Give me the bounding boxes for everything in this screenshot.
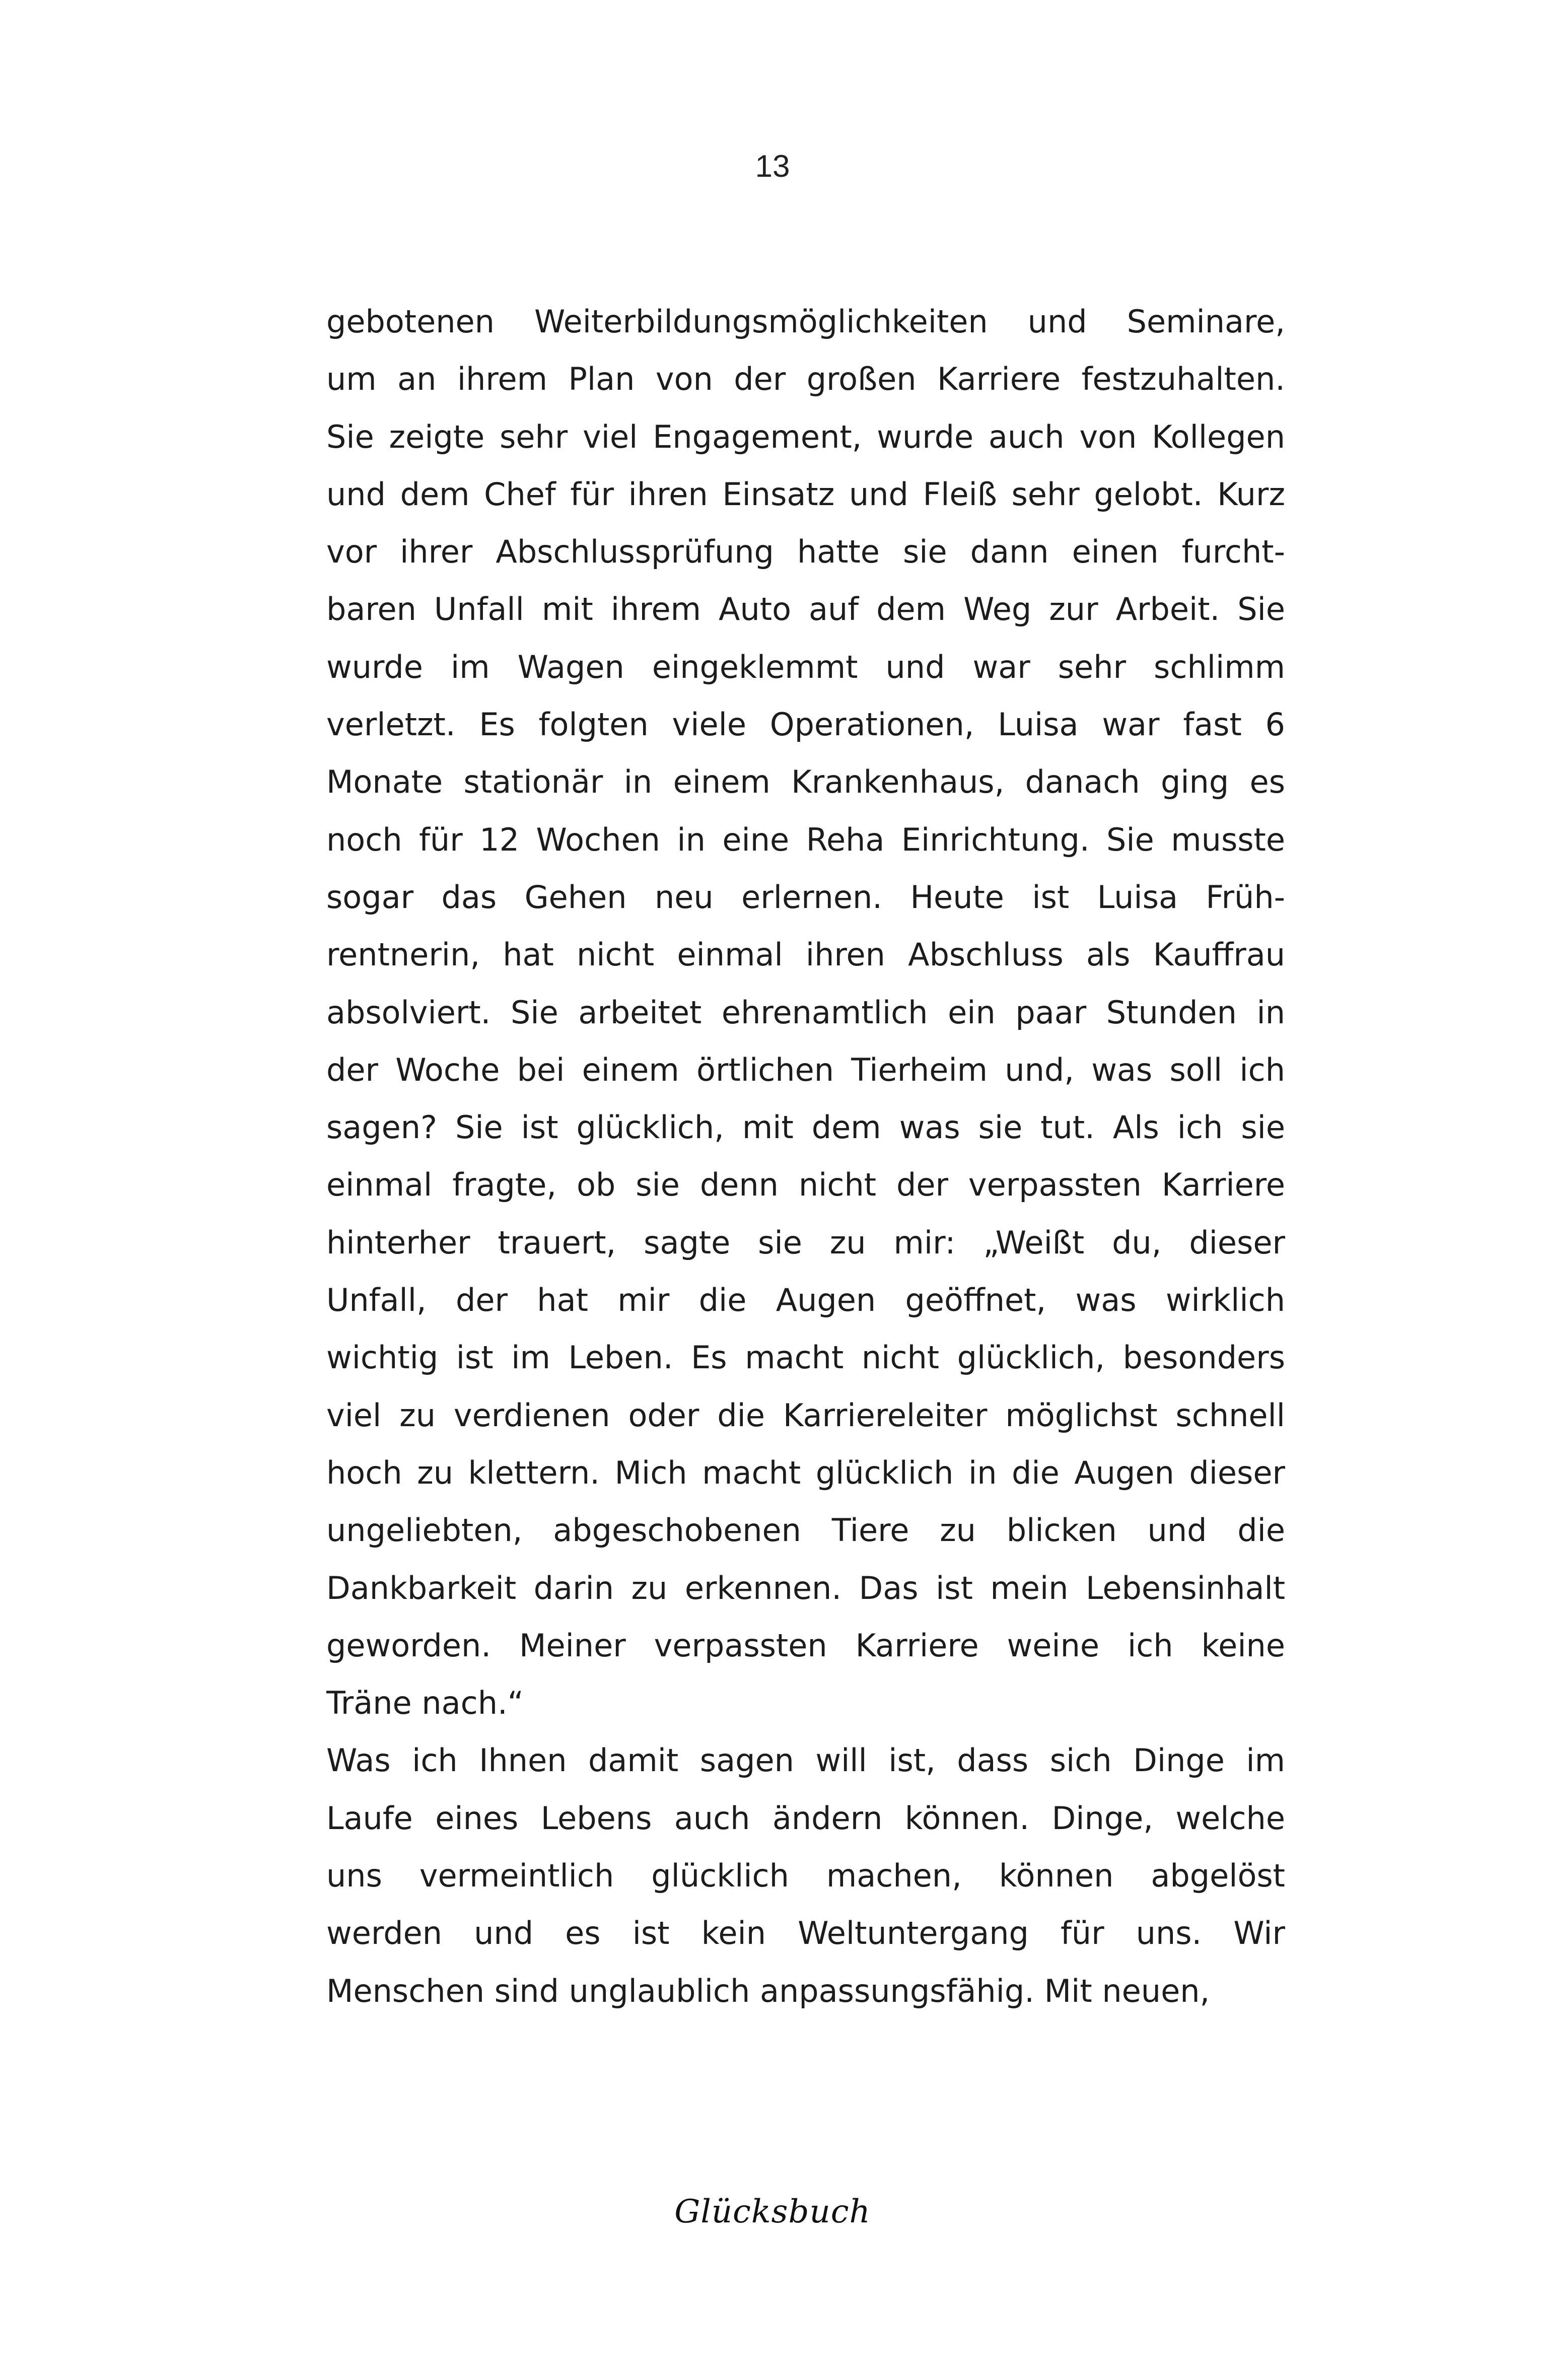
book-title-footer: Glücksbuch [674,2193,871,2230]
page-number: 13 [755,149,790,184]
text-line: wurde im Wagen eingeklemmt und war sehr schlimm [326,648,1285,685]
text-line: Unfall, der hat mir die Augen geöffnet, was wirklich [326,1282,1285,1319]
text-line: absolviert. Sie arbeitet ehrenamtlich ein paar Stunden in [326,994,1285,1031]
text-line: sogar das Gehen neu erlernen. Heute ist Luisa Früh- [326,878,1285,916]
text-line: einmal fragte, ob sie denn nicht der verpassten Karriere [326,1166,1285,1204]
text-line: Träne nach.“ [326,1685,524,1722]
text-line: geworden. Meiner verpassten Karriere weine ich keine [326,1627,1285,1664]
text-line: Laufe eines Lebens auch ändern können. Dinge, welche [326,1799,1285,1837]
text-line: hoch zu klettern. Mich macht glücklich in die Augen dieser [326,1454,1285,1491]
text-line: Menschen sind unglaublich anpassungsfähig. Mit neuen, [326,1972,1210,2009]
text-line: uns vermeintlich glücklich machen, können abgelöst [326,1857,1285,1895]
text-line: gebotenen Weiterbildungsmöglichkeiten und Seminare, [326,303,1285,340]
text-line: noch für 12 Wochen in eine Reha Einrichtung. Sie musste [326,821,1285,858]
text-line: sagen? Sie ist glücklich, mit dem was sie tut. Als ich sie [326,1109,1285,1146]
text-line: vor ihrer Abschlussprüfung hatte sie dann einen furcht- [326,533,1285,571]
text-line: Sie zeigte sehr viel Engagement, wurde auch von Kollegen [326,418,1285,455]
text-line: werden und es ist kein Weltuntergang für uns. Wir [326,1915,1285,1952]
text-line: ungeliebten, abgeschobenen Tiere zu blicken und die [326,1512,1285,1549]
text-line: Was ich Ihnen damit sagen will ist, dass sich Dinge im [326,1742,1285,1779]
text-line: um an ihrem Plan von der großen Karriere festzuhalten. [326,361,1285,398]
text-line: rentnerin, hat nicht einmal ihren Abschluss als Kauffrau [326,936,1285,973]
text-line: baren Unfall mit ihrem Auto auf dem Weg zur Arbeit. Sie [326,591,1285,628]
text-line: und dem Chef für ihren Einsatz und Fleiß sehr gelobt. Kurz [326,475,1285,513]
text-line: viel zu verdienen oder die Karriereleiter möglichst schnell [326,1396,1285,1434]
text-line: Monate stationär in einem Krankenhaus, danach ging es [326,763,1285,801]
text-line: wichtig ist im Leben. Es macht nicht glücklich, besonders [326,1339,1285,1376]
text-line: der Woche bei einem örtlichen Tierheim und, was soll ich [326,1051,1285,1088]
body-text [326,293,1285,2020]
text-line: Dankbarkeit darin zu erkennen. Das ist mein Lebensinhalt [326,1569,1285,1606]
text-line: hinterher trauert, sagte sie zu mir: „Weißt du, dieser [326,1224,1285,1261]
text-line: verletzt. Es folgten viele Operationen, Luisa war fast 6 [326,706,1285,743]
